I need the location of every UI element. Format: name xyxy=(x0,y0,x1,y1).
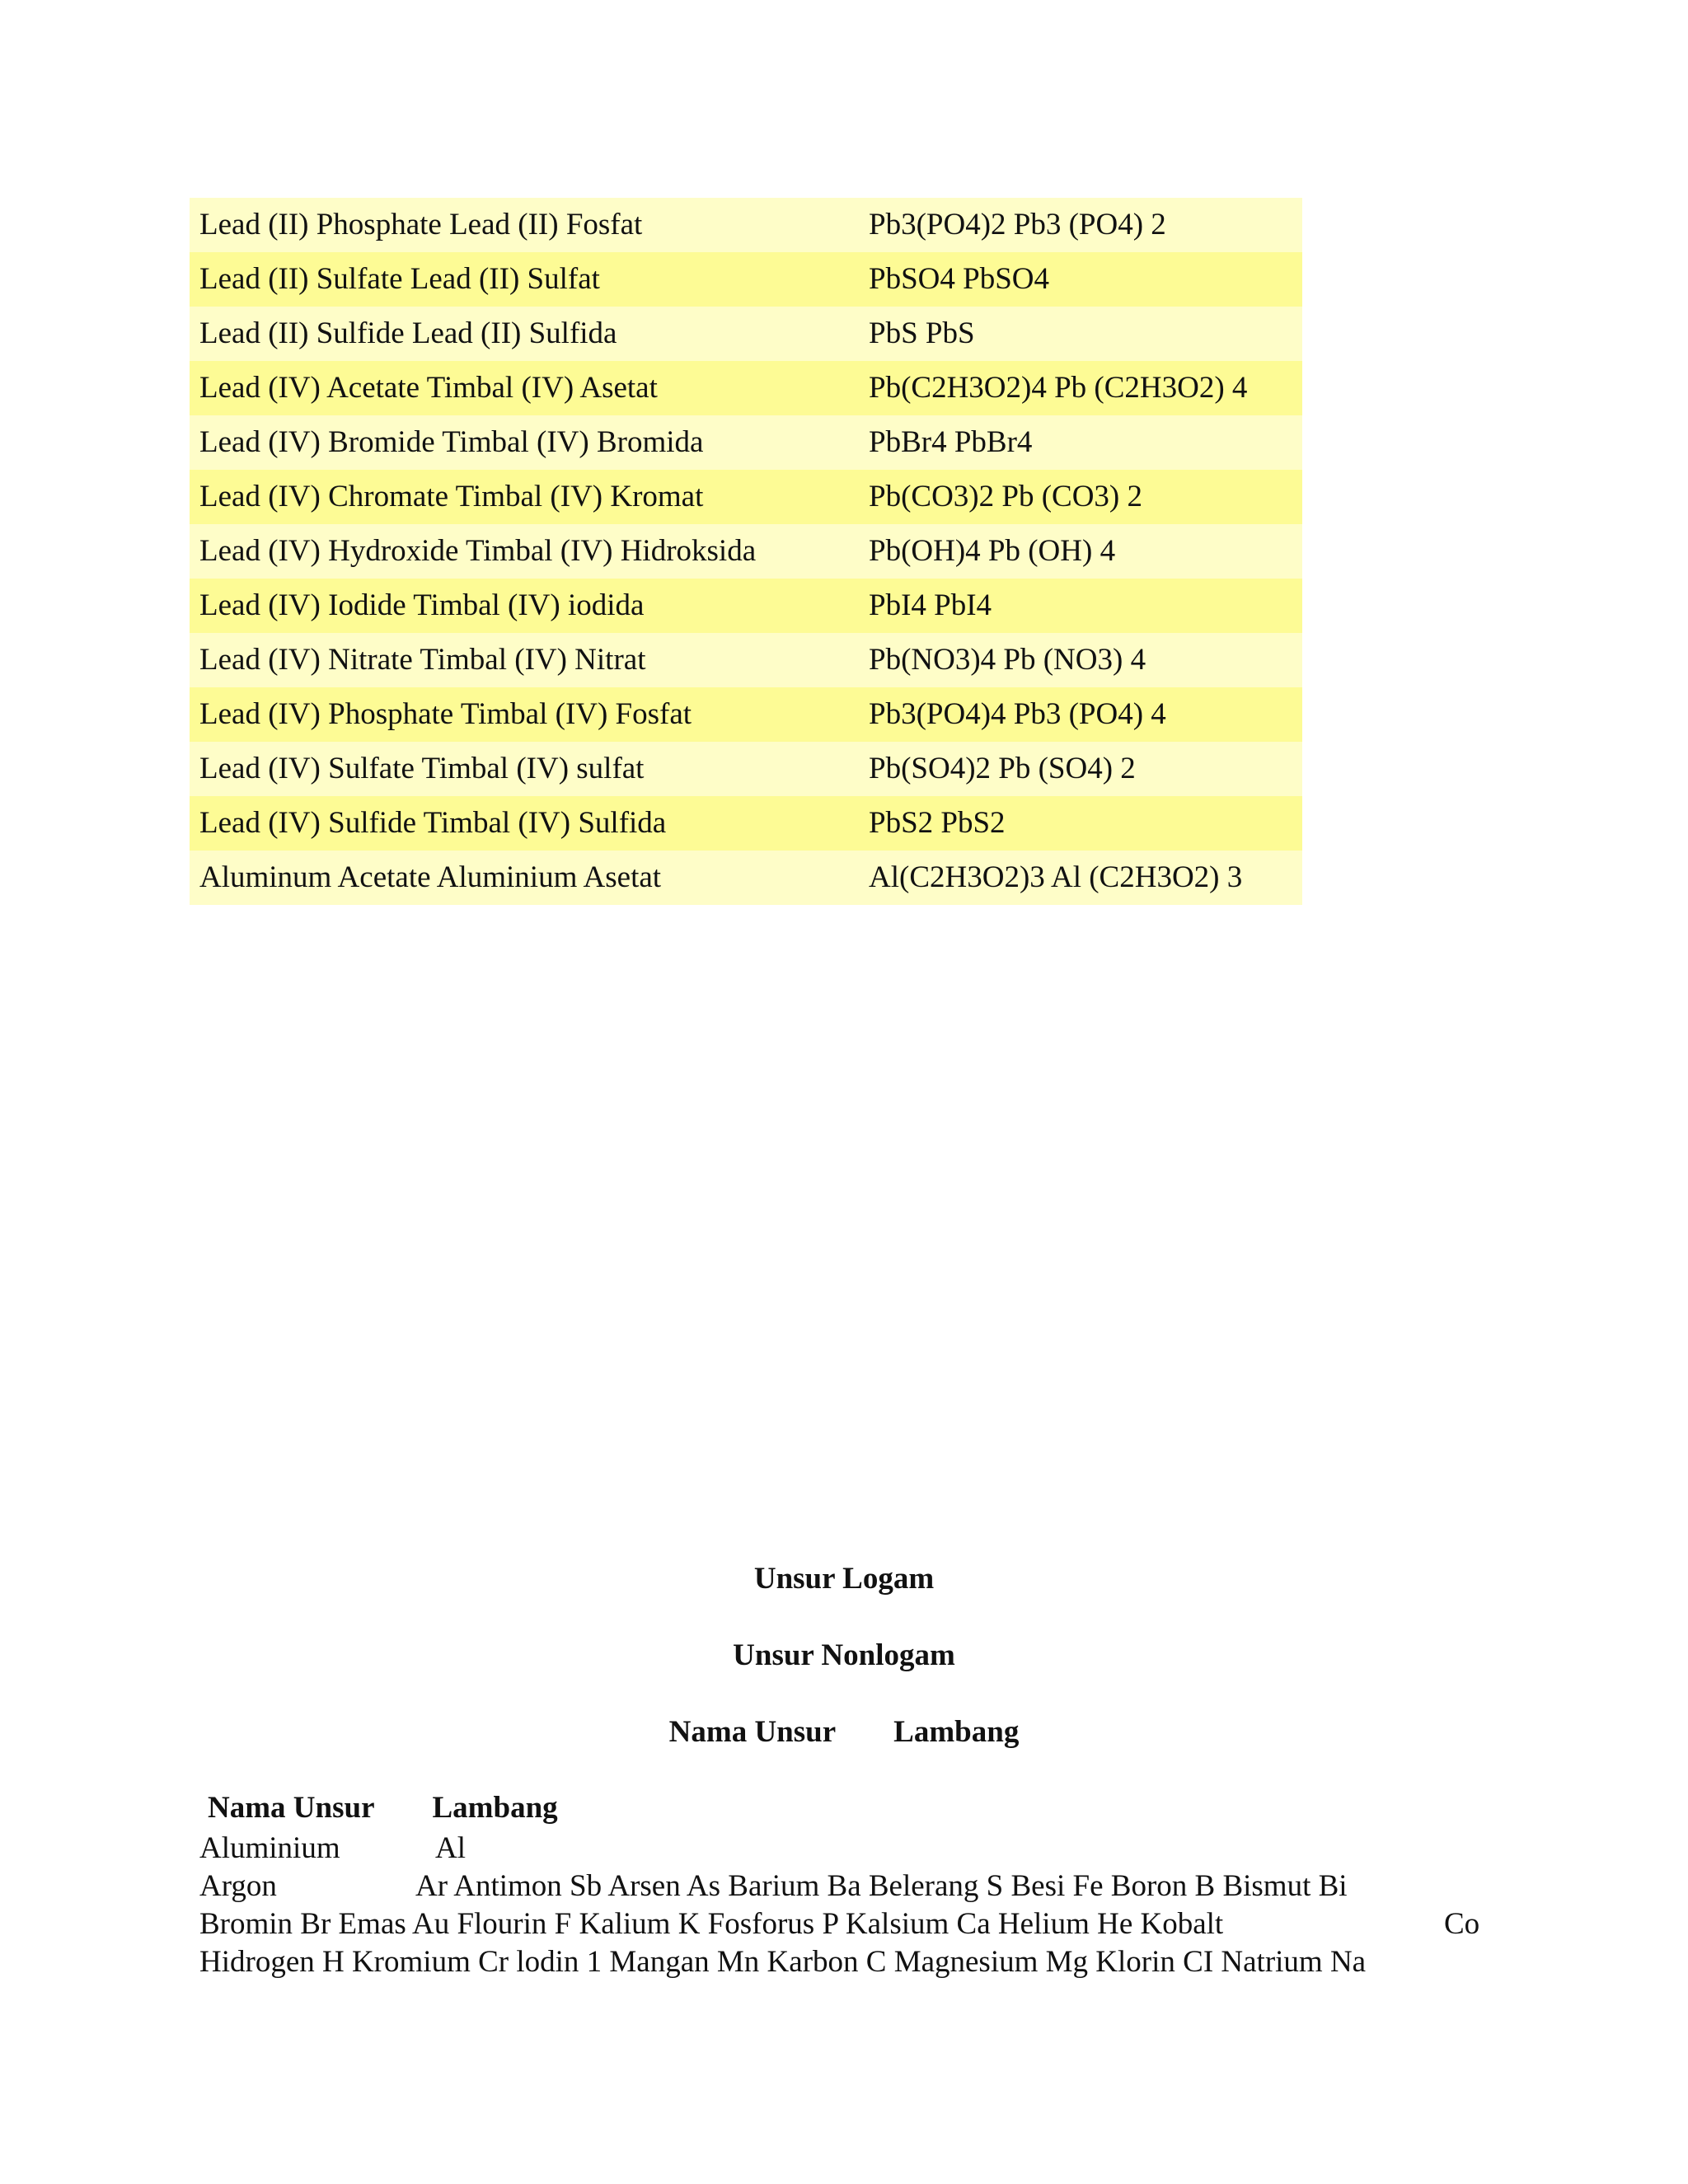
element-name: Argon xyxy=(199,1869,277,1903)
compound-name-cell: Lead (IV) Nitrate Timbal (IV) Nitrat xyxy=(199,643,646,677)
table-row xyxy=(190,198,1302,252)
table-row xyxy=(190,742,1302,796)
compound-name-cell: Lead (IV) Chromate Timbal (IV) Kromat xyxy=(199,480,704,513)
compound-name-cell: Lead (IV) Iodide Timbal (IV) iodida xyxy=(199,588,645,622)
table-row xyxy=(190,524,1302,579)
element-list-text: Bromin Br Emas Au Flourin F Kalium K Fosforus P Kalsium Ca Helium He Kobalt xyxy=(199,1907,1224,1941)
column-header-lambang-left: Lambang xyxy=(432,1791,558,1825)
compound-formula-cell: Pb(SO4)2 Pb (SO4) 2 xyxy=(869,752,1136,785)
compound-formula-cell: PbBr4 PbBr4 xyxy=(869,425,1033,459)
table-row xyxy=(190,415,1302,470)
element-symbol: Al xyxy=(435,1831,466,1865)
column-header-lambang: Lambang xyxy=(893,1715,1020,1749)
heading-unsur-nonlogam: Unsur Nonlogam xyxy=(733,1638,955,1672)
element-line-2 xyxy=(199,1868,1348,1905)
heading-unsur-logam: Unsur Logam xyxy=(753,1562,935,1596)
compound-formula-cell: Pb(OH)4 Pb (OH) 4 xyxy=(869,534,1116,568)
compound-formula-cell: PbS PbS xyxy=(869,316,975,350)
table-row xyxy=(190,579,1302,633)
compound-formula-cell: Pb(C2H3O2)4 Pb (C2H3O2) 4 xyxy=(869,371,1248,405)
compound-name-cell: Aluminum Acetate Aluminium Asetat xyxy=(199,860,662,894)
compound-formula-cell: Pb(CO3)2 Pb (CO3) 2 xyxy=(869,480,1142,513)
element-symbol: Co xyxy=(1444,1907,1480,1941)
compound-name-cell: Lead (IV) Acetate Timbal (IV) Asetat xyxy=(199,371,658,405)
compound-name-cell: Lead (IV) Sulfide Timbal (IV) Sulfida xyxy=(199,806,667,840)
table-row xyxy=(190,361,1302,415)
table-row xyxy=(190,307,1302,361)
compound-name-cell: Lead (II) Sulfate Lead (II) Sulfat xyxy=(199,262,600,296)
table-row xyxy=(190,687,1302,742)
table-row xyxy=(190,252,1302,307)
element-name: Aluminium xyxy=(199,1831,340,1865)
table-row xyxy=(190,851,1302,905)
column-headers-centered xyxy=(0,1714,1688,1750)
compound-name-cell: Lead (IV) Hydroxide Timbal (IV) Hidroksida xyxy=(199,534,757,568)
element-line-3 xyxy=(199,1905,1479,1943)
compound-formula-cell: Al(C2H3O2)3 Al (C2H3O2) 3 xyxy=(869,860,1243,894)
compound-formula-cell: Pb(NO3)4 Pb (NO3) 4 xyxy=(869,643,1146,677)
element-list-text: Ar Antimon Sb Arsen As Barium Ba Belerang S Besi Fe Boron B Bismut Bi xyxy=(415,1869,1348,1903)
compound-formula-cell: PbI4 PbI4 xyxy=(869,588,992,622)
column-header-nama-unsur-left: Nama Unsur xyxy=(208,1791,375,1825)
column-headers-left xyxy=(208,1790,558,1826)
compound-name-cell: Lead (II) Phosphate Lead (II) Fosfat xyxy=(199,208,643,241)
compound-name-cell: Lead (II) Sulfide Lead (II) Sulfida xyxy=(199,316,617,350)
compound-name-cell: Lead (IV) Phosphate Timbal (IV) Fosfat xyxy=(199,697,692,731)
compound-formula-cell: PbS2 PbS2 xyxy=(869,806,1006,840)
element-line-4: Hidrogen H Kromium Cr lodin 1 Mangan Mn Karbon C Magnesium Mg Klorin CI Natrium Na xyxy=(199,1945,1367,1979)
table-row xyxy=(190,796,1302,851)
compound-name-cell: Lead (IV) Sulfate Timbal (IV) sulfat xyxy=(199,752,645,785)
table-row xyxy=(190,633,1302,687)
compound-table xyxy=(190,198,1302,905)
compound-name-cell: Lead (IV) Bromide Timbal (IV) Bromida xyxy=(199,425,704,459)
column-header-nama-unsur: Nama Unsur xyxy=(668,1715,837,1749)
table-row xyxy=(190,470,1302,524)
element-line-1 xyxy=(199,1830,466,1868)
compound-formula-cell: PbSO4 PbSO4 xyxy=(869,262,1050,296)
compound-formula-cell: Pb3(PO4)2 Pb3 (PO4) 2 xyxy=(869,208,1166,241)
compound-formula-cell: Pb3(PO4)4 Pb3 (PO4) 4 xyxy=(869,697,1166,731)
compound-table-body xyxy=(190,198,1302,905)
